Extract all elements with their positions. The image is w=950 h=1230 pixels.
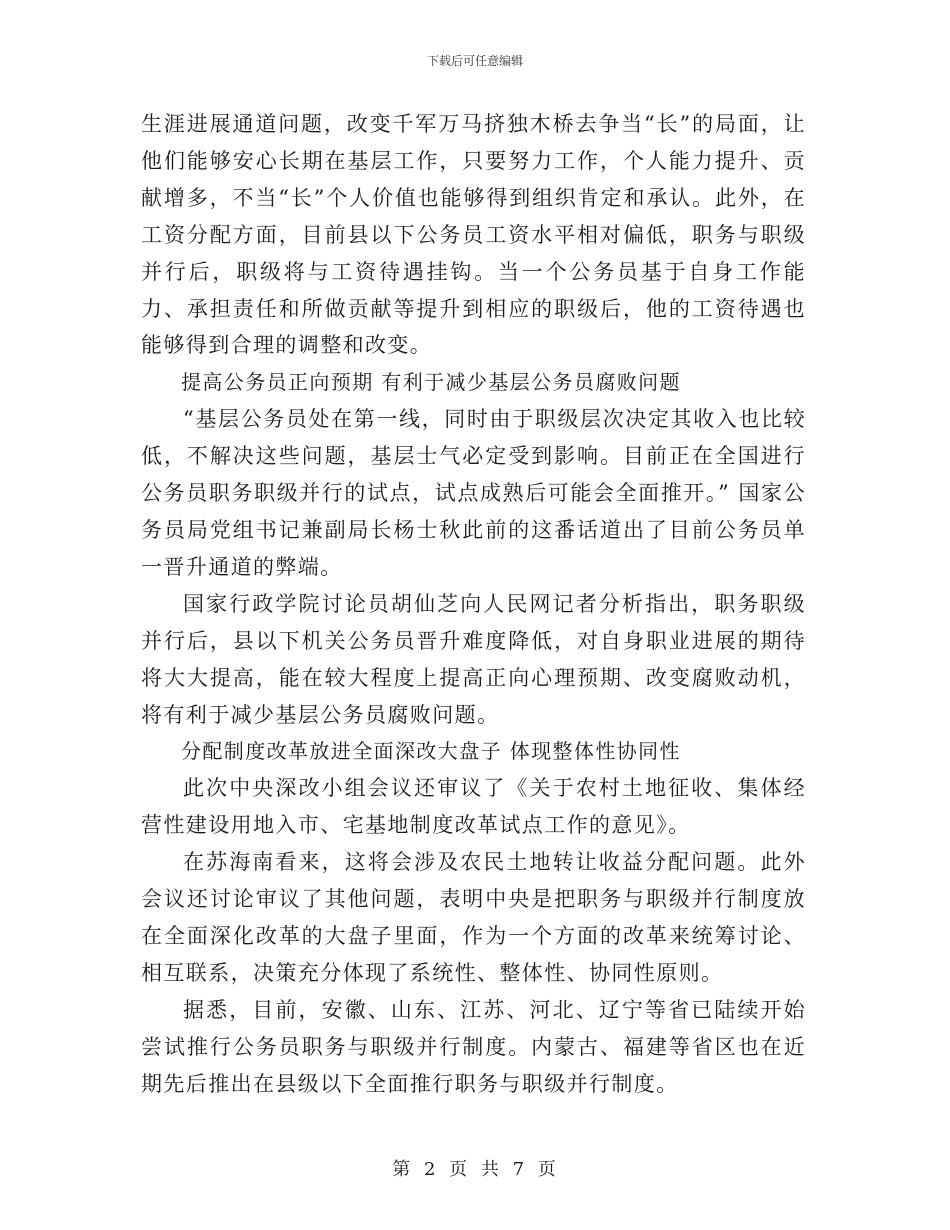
paragraph: 此次中央深改小组会议还审议了《关于农村土地征收、集体经营性建设用地入市、宅基地制度改革试点工作的意见》。: [141, 776, 806, 838]
paragraph: 据悉，目前，安徽、山东、江苏、河北、辽宁等省已陆续开始尝试推行公务员职务与职级并行制度。内蒙古、福建等省区也在近期先后推出在县级以下全面推行职务与职级并行制度。: [141, 997, 806, 1096]
section-heading: 提高公务员正向预期 有利于减少基层公务员腐败问题: [181, 370, 681, 395]
paragraph: 国家行政学院讨论员胡仙芝向人民网记者分析指出，职务职级并行后，县以下机关公务员晋升难度降低，对自身职业进展的期待将大大提高，能在较大程度上提高正向心理预期、改变腐败动机，将有利于减少基层公务员腐败问题。: [141, 591, 806, 727]
paragraph: “基层公务员处在第一线，同时由于职级层次决定其收入也比较低，不解决这些问题，基层士气必定受到影响。目前正在全国进行公务员职务职级并行的试点，试点成熟后可能会全面推开。” 国家公务员局党组书记兼副局长杨士秋此前的这番话道出了目前公务员单一晋升通道的弊端。: [141, 407, 806, 579]
section-heading: 分配制度改革放进全面深改大盘子 体现整体性协同性: [181, 739, 681, 764]
document-body: [141, 106, 806, 1102]
page-header-note: 下载后可任意编辑: [426, 54, 523, 68]
page-number-footer: 第 2 页 共 7 页: [392, 1159, 558, 1180]
paragraph: 在苏海南看来，这将会涉及农民土地转让收益分配问题。此外会议还讨论审议了其他问题，表明中央是把职务与职级并行制度放在全面深化改革的大盘子里面，作为一个方面的改革来统筹讨论、相互联系，决策充分体现了系统性、整体性、协同性原则。: [141, 850, 806, 985]
paragraph-continuation: 生涯进展通道问题，改变千军万马挤独木桥去争当“长”的局面，让他们能够安心长期在基层工作，只要努力工作，个人能力提升、贡献增多，不当“长”个人价值也能够得到组织肯定和承认。此外，在工资分配方面，目前县以下公务员工资水平相对偏低，职务与职级并行后，职级将与工资待遇挂钩。当一个公务员基于自身工作能力、承担责任和所做贡献等提升到相应的职级后，他的工资待遇也能够得到合理的调整和改变。: [141, 112, 806, 358]
